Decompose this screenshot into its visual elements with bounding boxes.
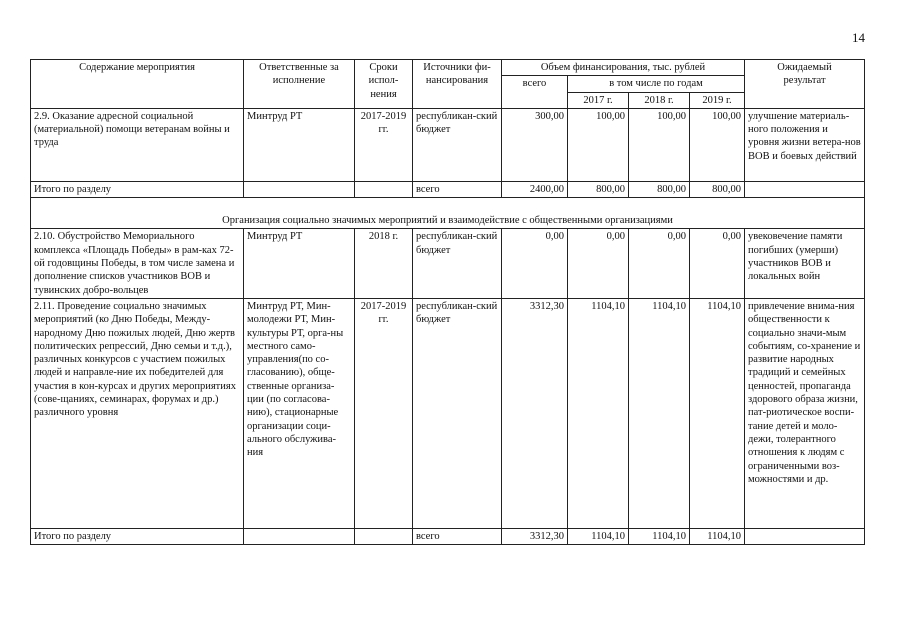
cell-2019: 1104,10 [690,298,745,528]
program-table [30,59,865,545]
cell-2018: 1104,10 [629,298,690,528]
cell-content: 2.9. Оказание адресной социальной (материальной) помощи ветеранам войны и труда [31,108,244,181]
table-row-subtotal-2 [31,528,865,544]
cell-source: республикан-ский бюджет [413,229,502,298]
header-sources: Источники фи- нансирования [413,60,502,109]
cell-2018: 1104,10 [629,528,690,544]
cell-2019: 1104,10 [690,528,745,544]
table-row-2-10 [31,229,865,298]
section-title: Организация социально значимых мероприятий и взаимодействие с общественными организациями [31,198,865,229]
cell-label: Итого по разделу [31,528,244,544]
cell-total: 300,00 [502,108,568,181]
header-2017: 2017 г. [568,92,629,108]
cell-source: всего [413,528,502,544]
cell-2018: 0,00 [629,229,690,298]
header-terms: Сроки испол- нения [355,60,413,109]
header-content: Содержание мероприятия [31,60,244,109]
cell-label: Итого по разделу [31,181,244,197]
cell-content: 2.11. Проведение социально значимых мероприятий (ко Дню Победы, Между-народному Дню пожилых людей, Дню жертв политических репрессий, Дню семьи и т.д.), различных конкурсов с участием пожилых людей и направле-ние их победителей для участия в кон-курсах и других мероприятиях (сове-щаниях, семинарах, форумах и др.) различного уровня [31,298,244,528]
cell-2017: 1104,10 [568,528,629,544]
cell-terms: 2017-2019 гг. [355,108,413,181]
header-2018: 2018 г. [629,92,690,108]
cell-source: республикан-ский бюджет [413,108,502,181]
header-result: Ожидаемый результат [745,60,865,109]
cell-responsible: Минтруд РТ, Мин-молодежи РТ, Мин-культуры РТ, орга-ны местного само-управления(по со-гласованию), обще-ственные организа-ции (по согласова-нию), стационарные организации соци-ального обслужива-ния [244,298,355,528]
cell-terms: 2017-2019 гг. [355,298,413,528]
header-funding: Объем финансирования, тыс. рублей [502,60,745,76]
table-row-subtotal-1 [31,181,865,197]
cell-result: привлечение внима-ния общественности к социально значи-мым событиям, со-хранение и развитие народных традиций и семейных ценностей, пропаганда здорового образа жизни, пат-риотическое воспи-тание детей и моло-дежи, толерантного отношения к людям с ограниченными воз-можностями и др. [745,298,865,528]
cell-terms: 2018 г. [355,229,413,298]
cell-total: 3312,30 [502,528,568,544]
cell-result: улучшение материаль-ного положения и уровня жизни ветера-нов ВОВ и боевых действий [745,108,865,181]
header-row [31,60,865,76]
cell-responsible: Минтруд РТ [244,108,355,181]
cell-content: 2.10. Обустройство Мемориального комплекса «Площадь Победы» в рам-ках 72-ой годовщины Победы, в том числе замена и дополнение списков участников ВОВ и тувинских добро-вольцев [31,229,244,298]
header-by-years: в том числе по годам [568,76,745,92]
cell-total: 0,00 [502,229,568,298]
cell-2019: 0,00 [690,229,745,298]
page-number: 14 [852,30,865,45]
cell-2018: 100,00 [629,108,690,181]
cell-2017: 1104,10 [568,298,629,528]
cell-2017: 800,00 [568,181,629,197]
header-2019: 2019 г. [690,92,745,108]
cell-2017: 0,00 [568,229,629,298]
cell-total: 2400,00 [502,181,568,197]
table-row-section [31,198,865,229]
header-total: всего [502,76,568,109]
table-row-2-9 [31,108,865,181]
cell-responsible: Минтруд РТ [244,229,355,298]
cell-2017: 100,00 [568,108,629,181]
cell-total: 3312,30 [502,298,568,528]
header-responsible: Ответственные за исполнение [244,60,355,109]
cell-result: увековечение памяти погибших (умерши) участников ВОВ и локальных войн [745,229,865,298]
cell-source: республикан-ский бюджет [413,298,502,528]
cell-2019: 100,00 [690,108,745,181]
cell-2018: 800,00 [629,181,690,197]
table-row-2-11 [31,298,865,528]
cell-2019: 800,00 [690,181,745,197]
cell-source: всего [413,181,502,197]
